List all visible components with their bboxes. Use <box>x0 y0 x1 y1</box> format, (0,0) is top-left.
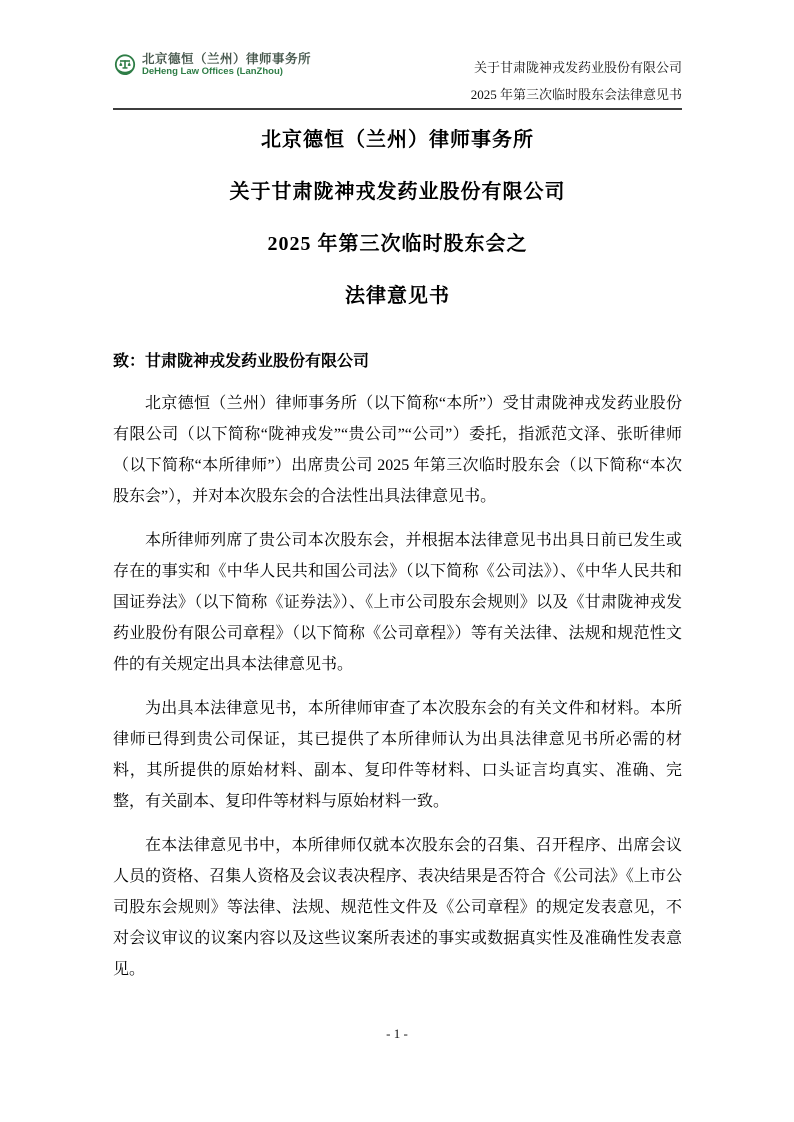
logo-text-block <box>142 52 311 78</box>
paragraph-scope-of-opinion: 在本法律意见书中，本所律师仅就本次股东会的召集、召开程序、出席会议人员的资格、召集人资格及会议表决程序、表决结果是否符合《公司法》《上市公司股东会规则》等法律、法规、规范性文件及《公司章程》的规定发表意见，不对会议审议的议案内容以及这些议案所表述的事实或数据真实性及准确性发表意见。 <box>113 837 682 978</box>
page-number: - 1 - <box>386 1026 408 1041</box>
doc-title-line-2: 关于甘肃陇神戎发药业股份有限公司 <box>229 181 566 203</box>
header-divider <box>113 108 682 110</box>
logo-cn-name: 北京德恒（兰州）律师事务所 <box>142 52 312 66</box>
running-head-line2: 2025 年第三次临时股东会法律意见书 <box>470 87 682 102</box>
paragraph-materials-warranty: 为出具本法律意见书，本所律师审查了本次股东会的有关文件和材料。本所律师已得到贵公司保证，其已提供了本所律师认为出具法律意见书所必需的材料，其所提供的原始材料、副本、复印件等材料、口头证言均真实、准确、完整，有关副本、复印件等材料与原始材料一致。 <box>113 700 682 810</box>
addressee-line: 致：甘肃陇神戎发药业股份有限公司 <box>113 353 370 370</box>
running-head <box>471 54 682 108</box>
paragraph-engagement: 北京德恒（兰州）律师事务所（以下简称“本所”）受甘肃陇神戎发药业股份有限公司（以下简称“陇神戎发”“贵公司”“公司”）委托，指派范文泽、张昕律师（以下简称“本所律师”）出席贵公司 2025 年第三次临时股东会（以下简称“本次股东会”），并对本次股东会的合法性出具法律意见书。 <box>113 395 682 505</box>
running-head-line1: 关于甘肃陇神戎发药业股份有限公司 <box>473 60 682 75</box>
logo-en-name: DeHeng Law Offices (LanZhou) <box>142 66 283 77</box>
page-header <box>113 52 682 108</box>
doc-title-line-4: 法律意见书 <box>345 285 450 307</box>
doc-title-line-3: 2025 年第三次临时股东会之 <box>267 233 528 255</box>
law-firm-logo <box>113 52 311 78</box>
doc-title-line-1: 北京德恒（兰州）律师事务所 <box>261 129 534 151</box>
document-content <box>113 128 682 998</box>
paragraph-legal-basis: 本所律师列席了贵公司本次股东会，并根据本法律意见书出具日前已发生或存在的事实和《中华人民共和国公司法》（以下简称《公司法》）、《中华人民共和国证券法》（以下简称《证券法》）、《上市公司股东会规则》以及《甘肃陇神戎发药业股份有限公司章程》（以下简称《公司章程》）等有关法律、法规和规范性文件的有关规定出具本法律意见书。 <box>113 532 682 673</box>
deheng-emblem-icon <box>113 53 137 77</box>
